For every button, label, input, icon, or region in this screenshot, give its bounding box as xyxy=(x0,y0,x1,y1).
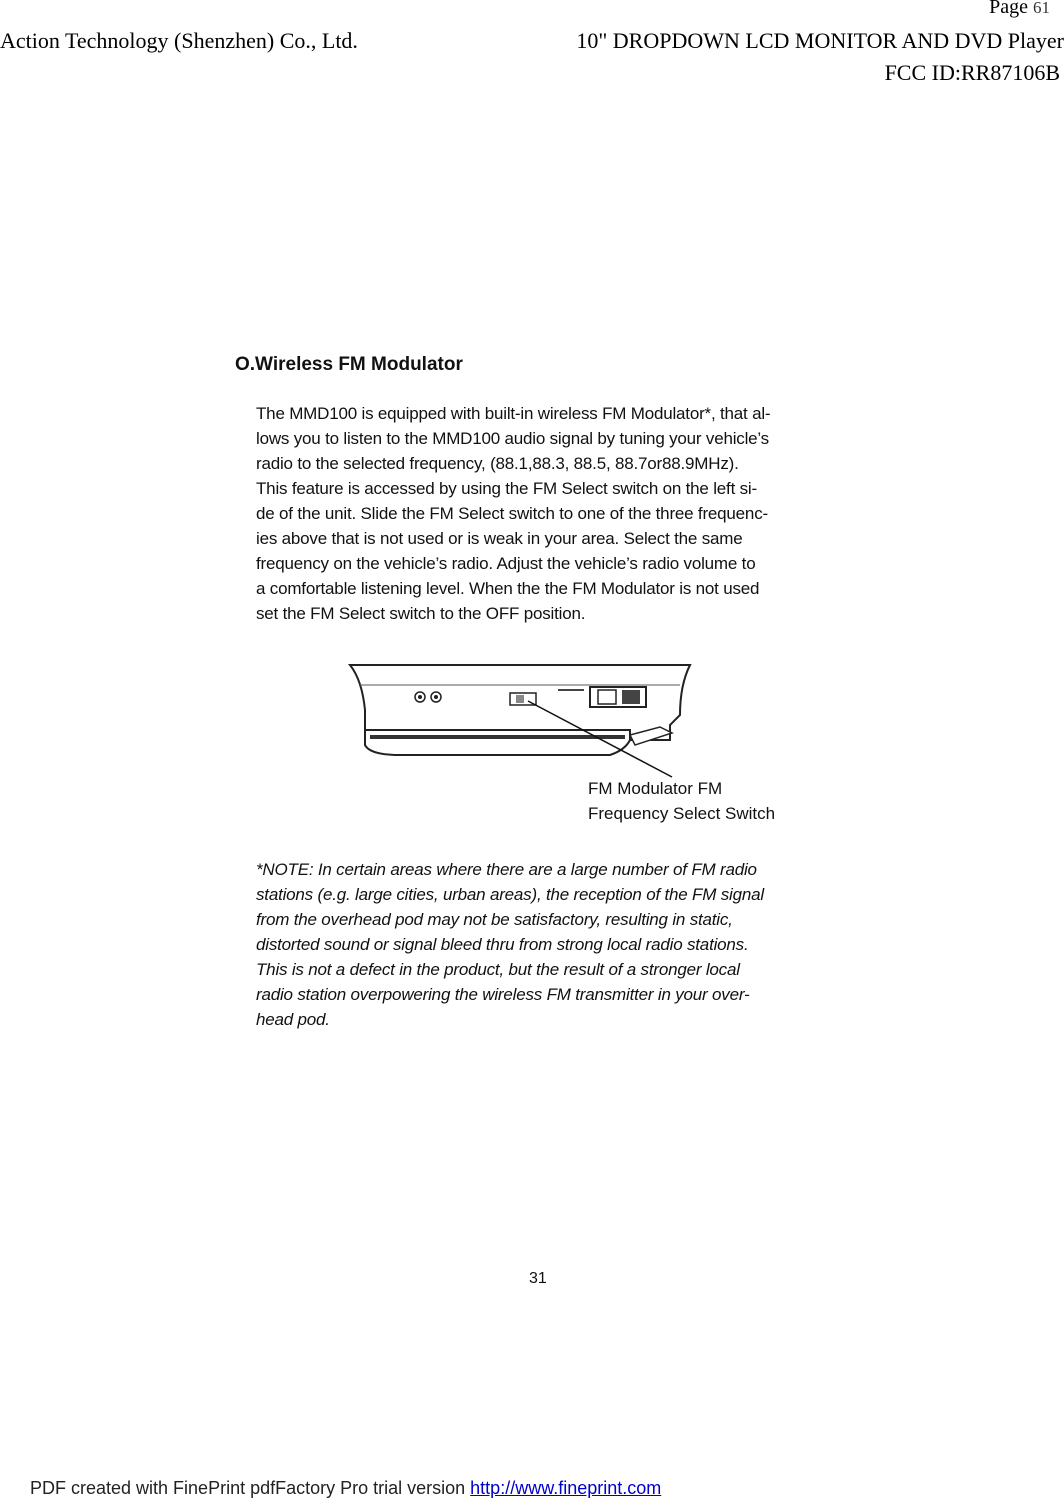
document-page-number: 31 xyxy=(529,1270,547,1287)
page-number xyxy=(989,0,1050,19)
body-line: de of the unit. Slide the FM Select switch to one of the three frequenc- xyxy=(256,504,768,523)
figure-caption: FM Modulator FM xyxy=(588,779,723,798)
pdf-creator-notice xyxy=(30,1478,661,1499)
body-line: set the FM Select switch to the OFF position. xyxy=(256,604,586,623)
body-line: radio to the selected frequency, (88.1,88.3, 88.5, 88.7or88.9MHz). xyxy=(256,454,739,473)
body-line: a comfortable listening level. When the the FM Modulator is not used xyxy=(256,579,760,598)
note-line: stations (e.g. large cities, urban areas), the reception of the FM signal xyxy=(256,885,764,904)
body-line: This feature is accessed by using the FM Select switch on the left si- xyxy=(256,479,757,498)
section-title: O.Wireless FM Modulator xyxy=(235,354,463,375)
unit-side-figure xyxy=(340,655,710,780)
page-label: Page xyxy=(989,0,1028,18)
page-number-value: 61 xyxy=(1033,0,1050,17)
figure-caption: Frequency Select Switch xyxy=(588,804,776,823)
company-name: Action Technology (Shenzhen) Co., Ltd. xyxy=(0,28,358,53)
fcc-id: FCC ID:RR87106B xyxy=(884,60,1060,85)
body-line: lows you to listen to the MMD100 audio signal by tuning your vehicle’s xyxy=(256,429,769,448)
note-line: This is not a defect in the product, but the result of a stronger local xyxy=(256,960,740,979)
note-line: radio station overpowering the wireless FM transmitter in your over- xyxy=(256,985,750,1004)
note-line: head pod. xyxy=(256,1010,330,1029)
note-line: from the overhead pod may not be satisfactory, resulting in static, xyxy=(256,910,733,929)
product-name: 10" DROPDOWN LCD MONITOR AND DVD Player xyxy=(576,28,1064,53)
note-line: distorted sound or signal bleed thru from strong local radio stations. xyxy=(256,935,749,954)
fineprint-link[interactable]: http://www.fineprint.com xyxy=(470,1478,662,1498)
pdf-notice-text: PDF created with FinePrint pdfFactory Pro trial version xyxy=(30,1478,466,1498)
body-line: frequency on the vehicle’s radio. Adjust the vehicle’s radio volume to xyxy=(256,554,756,573)
note-line: *NOTE: In certain areas where there are a large number of FM radio xyxy=(256,860,757,879)
body-line: The MMD100 is equipped with built-in wireless FM Modulator*, that al- xyxy=(256,404,771,423)
body-line: ies above that is not used or is weak in your area. Select the same xyxy=(256,529,743,548)
